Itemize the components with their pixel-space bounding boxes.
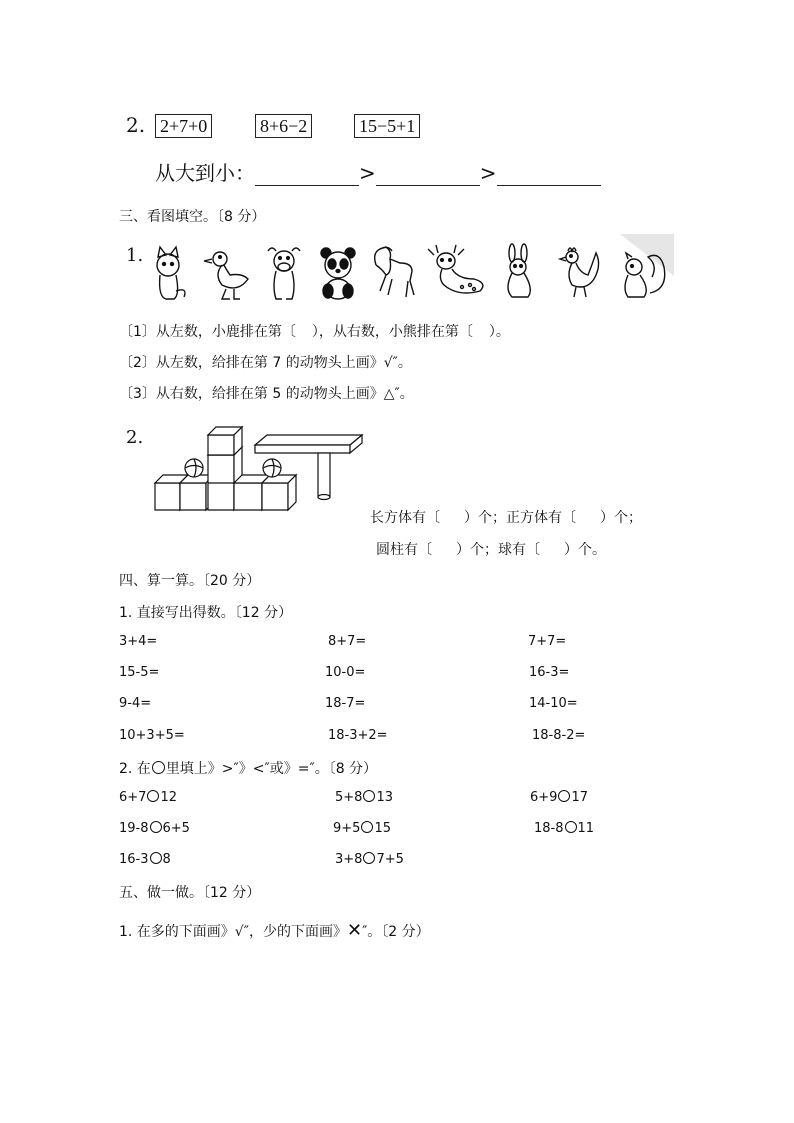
rabbit-icon xyxy=(508,244,530,297)
compare-item xyxy=(119,790,177,805)
compare-circle[interactable] xyxy=(150,852,162,864)
duck-icon xyxy=(204,252,248,299)
compare-left: 6+9 xyxy=(530,790,558,805)
expression-box: 2+7+0 xyxy=(155,114,212,138)
expression-box: 15−5+1 xyxy=(354,114,420,138)
order-label: 从大到小： xyxy=(155,161,255,185)
compare-circle[interactable] xyxy=(361,821,373,833)
question-text: 长方体有〔 xyxy=(370,510,440,526)
compare-right: 6+5 xyxy=(162,821,190,836)
ball-icon xyxy=(185,459,203,477)
calc-item: 18-8-2= xyxy=(532,728,586,743)
calc-item: 15-5= xyxy=(119,665,160,680)
compare-circle[interactable] xyxy=(558,790,570,802)
calc-item: 14-10= xyxy=(529,696,578,711)
section-title: 四、算一算。〔20 分） xyxy=(119,573,261,589)
subsection-title: 1. 直接写出得数。〔12 分） xyxy=(119,605,293,621)
question-text: 圆柱有〔 xyxy=(376,542,432,558)
calc-item: 18-7= xyxy=(325,696,366,711)
squirrel-icon xyxy=(625,253,665,297)
calc-item: 10-0= xyxy=(325,665,366,680)
compare-left: 19-8 xyxy=(119,821,149,836)
calc-item: 3+4= xyxy=(119,634,158,649)
question-text: ）个； xyxy=(600,510,642,526)
calc-item: 9-4= xyxy=(119,696,152,711)
compare-right: 13 xyxy=(376,790,393,805)
shapes-figure xyxy=(150,425,370,515)
ball-icon xyxy=(263,459,281,477)
subsection-text: ″。〔2 分） xyxy=(362,924,430,940)
answer-blank[interactable] xyxy=(497,165,601,186)
subsection-text: 1. 在多的下面画》√″，少的下面画》 xyxy=(119,924,347,940)
section-title: 五、做一做。〔12 分） xyxy=(119,885,261,901)
compare-left: 18-8 xyxy=(534,821,564,836)
calc-item: 8+7= xyxy=(328,634,367,649)
question-text: ）个；正方体有〔 xyxy=(464,510,576,526)
compare-left: 3+8 xyxy=(335,852,363,867)
compare-right: 8 xyxy=(162,852,171,867)
horse-icon xyxy=(375,247,414,297)
question-text: ），从右数，小熊排在第〔 xyxy=(311,324,473,340)
cube-icon xyxy=(208,427,242,455)
question-text: 〔3〕从右数，给排在第 5 的动物头上画》△″。 xyxy=(119,386,414,402)
compare-right: 11 xyxy=(577,821,595,836)
question-number: 2. xyxy=(126,113,146,137)
compare-item xyxy=(530,790,588,805)
expression-box: 8+6−2 xyxy=(255,114,312,138)
compare-left: 5+8 xyxy=(335,790,363,805)
cube-icon xyxy=(262,475,296,510)
compare-left: 16-3 xyxy=(119,852,149,867)
question-line xyxy=(119,321,510,341)
cross-icon: ✕ xyxy=(346,920,363,941)
question-text: 〔2〕从左数，给排在第 7 的动物头上画》√″。 xyxy=(119,355,412,371)
compare-circle[interactable] xyxy=(150,821,162,833)
question-line xyxy=(370,507,642,527)
section-title: 三、看图填空。〔8 分） xyxy=(119,209,266,225)
question-text: ）个。 xyxy=(564,542,606,558)
question-text: ）个；球有〔 xyxy=(456,542,540,558)
compare-right: 12 xyxy=(160,790,177,805)
gt-sign: > xyxy=(359,161,376,185)
compare-item xyxy=(333,821,391,836)
calc-item: 18-3+2= xyxy=(328,728,388,743)
compare-circle[interactable] xyxy=(147,790,159,802)
compare-right: 7+5 xyxy=(376,852,404,867)
calc-item: 10+3+5= xyxy=(119,728,185,743)
compare-right: 17 xyxy=(571,790,588,805)
gt-sign: > xyxy=(479,161,497,185)
cow-icon xyxy=(268,248,300,299)
question-text: ）。 xyxy=(488,324,510,340)
cat-icon xyxy=(157,247,185,299)
compare-item xyxy=(335,852,404,867)
order-line xyxy=(155,157,601,186)
compare-circle[interactable] xyxy=(363,852,375,864)
compare-left: 9+5 xyxy=(333,821,361,836)
answer-blank[interactable] xyxy=(255,165,359,186)
animal-row xyxy=(142,243,682,305)
question-text: 〔1〕从左数，小鹿排在第〔 xyxy=(119,324,296,340)
deer-icon xyxy=(428,245,483,293)
question-number: 1. xyxy=(126,245,144,266)
question-number: 2. xyxy=(126,427,144,448)
compare-right: 15 xyxy=(374,821,391,836)
calc-item: 7+7= xyxy=(528,634,567,649)
calc-item: 16-3= xyxy=(529,665,570,680)
compare-circle[interactable] xyxy=(363,790,375,802)
circle-icon xyxy=(152,761,165,774)
cylinder-icon xyxy=(318,453,330,500)
subsection-text: 里填上》>″》<″或》=″。〔8 分） xyxy=(165,761,378,777)
subsection-title xyxy=(119,758,377,778)
subsection-title xyxy=(119,920,430,941)
panda-icon xyxy=(321,248,355,299)
compare-item xyxy=(119,821,190,836)
compare-item xyxy=(119,852,171,867)
answer-blank[interactable] xyxy=(376,165,480,186)
question-line xyxy=(376,539,606,559)
compare-left: 6+7 xyxy=(119,790,147,805)
compare-item xyxy=(534,821,594,836)
compare-circle[interactable] xyxy=(565,821,577,833)
compare-item xyxy=(335,790,393,805)
rooster-icon xyxy=(560,248,599,297)
flat-cuboid-icon xyxy=(255,435,362,453)
subsection-text: 2. 在 xyxy=(119,761,151,777)
